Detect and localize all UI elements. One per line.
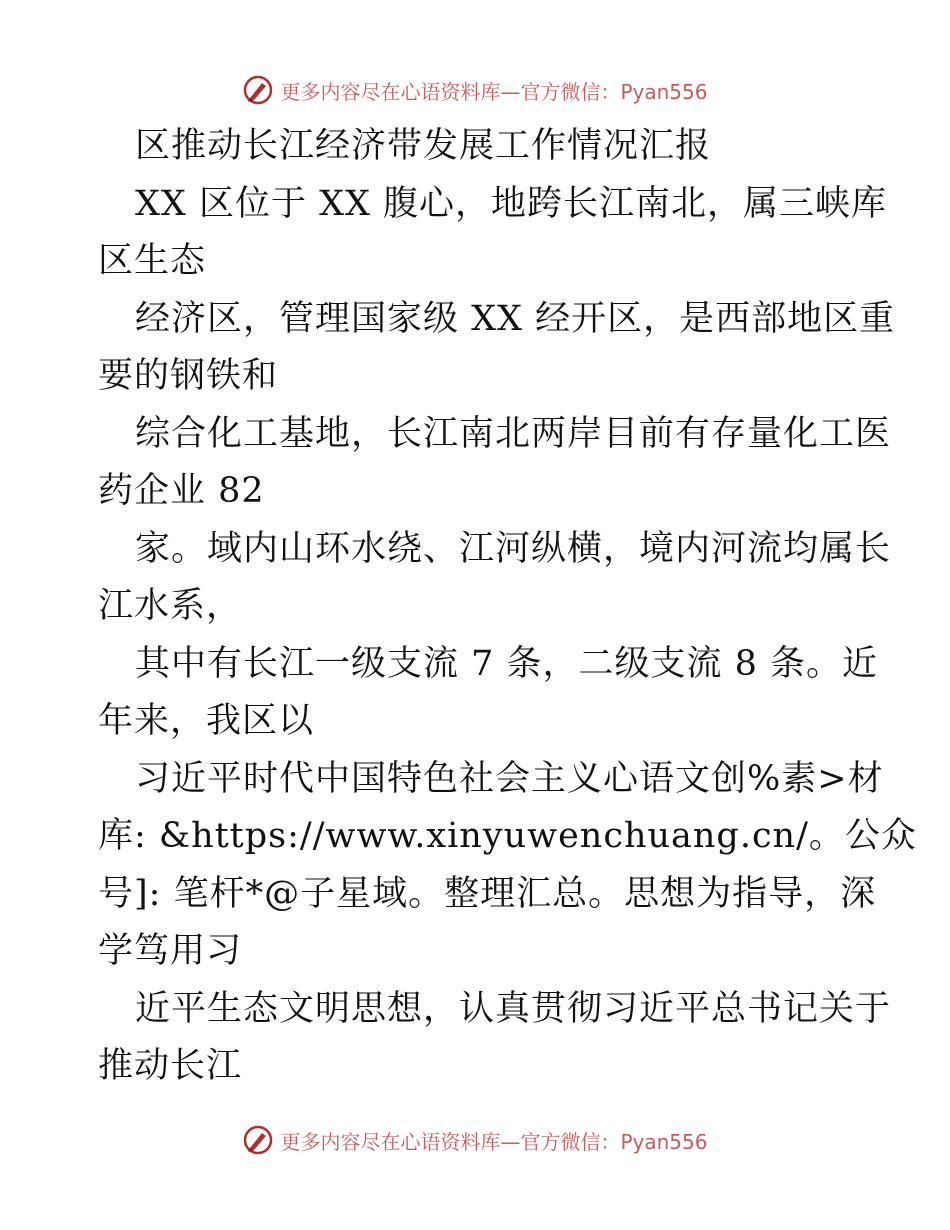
text-line: 近平生态文明思想，认真贯彻习近平总书记关于	[135, 988, 892, 1029]
text-line: 推动长江	[98, 1046, 243, 1086]
header-banner	[0, 70, 950, 110]
text-line: 学笃用习	[98, 931, 243, 971]
text-line: 江水系，	[98, 586, 243, 626]
header-banner-text: 更多内容尽在心语资料库—官方微信：Pyan556	[280, 79, 708, 104]
text-line: 要的钢铁和	[98, 356, 279, 396]
pen-logo-icon	[242, 1124, 274, 1156]
text-line: 区推动长江经济带发展工作情况汇报	[135, 126, 712, 166]
text-line: 综合化工基地，长江南北两岸目前有存量化工医	[135, 413, 892, 454]
text-line: 家。域内山环水绕、江河纵横，境内河流均属长	[135, 528, 892, 569]
footer-banner-text: 更多内容尽在心语资料库—官方微信：Pyan556	[280, 1129, 708, 1154]
text-line: 经济区，管理国家级 XX 经开区，是西部地区重	[135, 298, 896, 339]
pen-logo-icon	[242, 74, 274, 106]
text-line: XX 区位于 XX 腹心，地跨长江南北，属三峡库	[135, 183, 888, 224]
footer-banner	[0, 1120, 950, 1160]
text-line: 其中有长江一级支流 7 条，二级支流 8 条。近	[135, 643, 879, 684]
document-body	[98, 118, 917, 1096]
text-line: 区生态	[98, 241, 207, 281]
text-line: 药企业 82	[98, 471, 265, 511]
text-line: 习近平时代中国特色社会主义心语文创%素>材	[135, 758, 884, 799]
text-line: 库: &https://www.xinyuwenchuang.cn/。公众	[98, 816, 917, 856]
text-line: 年来，我区以	[98, 701, 315, 741]
text-line: 号]: 笔杆*@子星域。整理汇总。思想为指导，深	[98, 873, 877, 914]
